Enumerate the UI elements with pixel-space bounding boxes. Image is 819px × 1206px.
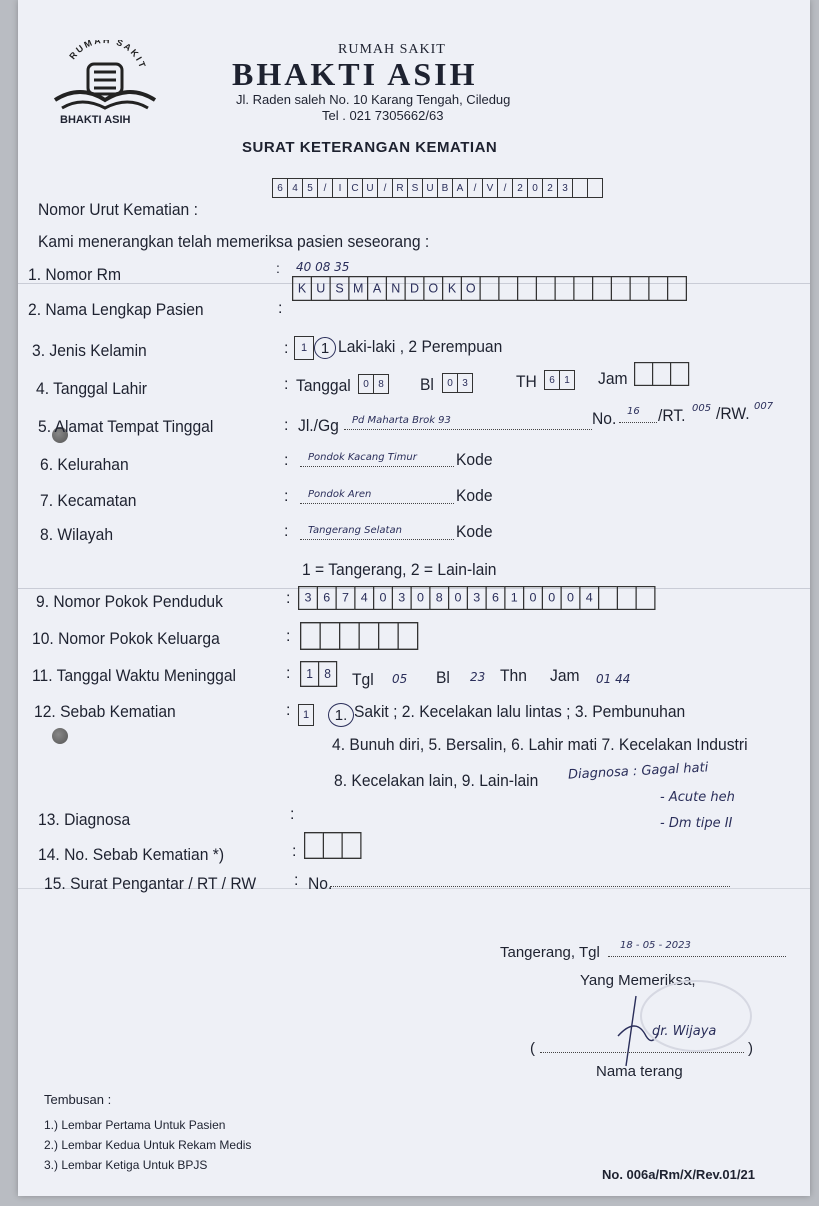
char-cell: B [437,178,452,198]
char-cell: N [386,276,405,301]
circled-option: 1 [314,337,336,359]
char-cell: O [461,276,480,301]
logo-emblem-icon [50,40,160,120]
char-cell: C [347,178,362,198]
char-cell: 4 [579,586,598,610]
tembusan-item: 1.) Lembar Pertama Untuk Pasien [44,1118,226,1132]
char-cell: 4 [287,178,302,198]
char-cell: 5 [302,178,317,198]
rw-label: /RW. [716,404,750,423]
char-cell: 8 [318,661,337,687]
char-cell [498,276,517,301]
nomor-rm-value: 40 08 35 [296,260,350,274]
hospital-pre-title: RUMAH SAKIT [338,42,446,57]
nomor-kk-boxes [300,622,418,650]
char-cell: 0 [373,586,392,610]
char-cell [617,586,636,610]
char-cell: 8 [373,374,389,394]
char-cell: 6 [317,586,336,610]
char-cell: 3 [467,586,486,610]
char-cell [667,276,687,301]
tembusan-title: Tembusan : [44,1092,112,1107]
no-sebab-kematian-boxes [304,832,362,859]
field-13-label: 13. Diagnosa [38,810,131,829]
char-cell: A [452,178,467,198]
char-cell: U [311,276,330,301]
char-cell [648,276,667,301]
char-cell [598,586,617,610]
wilayah-value: Tangerang Selatan [308,525,402,536]
char-cell [636,586,656,610]
field-4-label: 4. Tanggal Lahir [36,379,148,398]
char-cell [592,276,611,301]
field-9-label: 9. Nomor Pokok Penduduk [36,592,223,611]
jam-lahir-boxes [634,362,689,386]
signature-line [540,1038,744,1053]
hospital-phone: Tel . 021 7305662/63 [322,108,444,123]
char-cell: 1 [504,586,523,610]
handwritten-diagnosis-2: - Acute heh [660,790,735,805]
handwritten-diagnosis-1: Diagnosa : Gagal hati [567,760,709,783]
char-cell: 1 [559,370,575,390]
char-cell: S [330,276,349,301]
char-cell: 4 [354,586,373,610]
field-6-label: 6. Kelurahan [40,455,129,474]
bl-label: Bl [436,668,450,687]
rt-value: 005 [692,403,712,414]
char-cell: 0 [448,586,467,610]
kode-label: Kode [456,450,493,469]
field-8-label: 8. Wilayah [40,525,114,544]
sebab-line-3: 8. Kecelakan lain, 9. Lain-lain [334,771,539,790]
char-cell: V [482,178,497,198]
thn-label: Thn [500,666,527,685]
char-cell [555,276,574,301]
no-label: No. [308,874,333,893]
char-cell: / [377,178,392,198]
tahun-meninggal-value: 23 [470,670,486,684]
char-cell: 0 [527,178,542,198]
tgl-label: Tgl [352,670,374,689]
char-cell: U [422,178,437,198]
tahun-lahir-boxes [544,370,575,390]
char-cell: 0 [542,586,561,610]
field-12-label: 12. Sebab Kematian [34,702,176,721]
char-cell [572,178,587,198]
char-cell: 2 [542,178,557,198]
svg-text:RUMAH SAKIT [67,40,148,71]
punch-hole [52,728,68,744]
char-cell: 6 [272,178,287,198]
char-cell: / [317,178,332,198]
nama-pasien-boxes [292,276,687,301]
nomor-urut-label: Nomor Urut Kematian : [38,200,198,219]
char-cell [480,276,499,301]
field-15-label: 15. Surat Pengantar / RT / RW [44,874,257,893]
surat-pengantar-line [330,872,730,887]
char-cell [587,178,603,198]
char-cell: 3 [298,586,317,610]
tanggal-meninggal-boxes [300,661,337,687]
char-cell: 0 [561,586,580,610]
hospital-name: BHAKTI ASIH [232,56,478,92]
wilayah-legend: 1 = Tangerang, 2 = Lain-lain [302,560,497,579]
char-cell: A [367,276,386,301]
rw-value: 007 [754,401,774,412]
signature-place: Tangerang, Tgl [500,944,600,961]
examiner-label: Yang Memeriksa, [580,972,696,989]
no-label: No. [592,409,617,428]
field-1-label: 1. Nomor Rm [28,265,121,284]
char-cell: 0 [358,374,373,394]
field-2-label: 2. Nama Lengkap Pasien [28,300,204,319]
char-cell: 3 [457,373,473,393]
char-cell: D [405,276,424,301]
nik-boxes [298,586,656,610]
char-cell: 2 [512,178,527,198]
char-cell: 0 [523,586,542,610]
char-cell: 6 [486,586,505,610]
char-cell: U [362,178,377,198]
logo-caption: BHAKTI ASIH [60,114,131,126]
field-5-label: 5. Alamat Tempat Tinggal [38,417,214,436]
jam-meninggal-value: 01 44 [596,672,631,686]
char-cell: 7 [336,586,355,610]
tembusan-item: 3.) Lembar Ketiga Untuk BPJS [44,1158,208,1172]
char-cell: S [407,178,422,198]
field-10-label: 10. Nomor Pokok Keluarga [32,629,220,648]
char-cell: 0 [442,373,457,393]
bulan-meninggal-value: 05 [392,672,408,686]
kelurahan-value: Pondok Kacang Timur [308,452,417,463]
handwritten-diagnosis-3: - Dm tipe II [660,816,733,831]
kecamatan-value: Pondok Aren [308,489,372,500]
char-cell: M [348,276,367,301]
kode-label: Kode [456,522,493,541]
jl-label: Jl./Gg [298,416,339,435]
field-11-label: 11. Tanggal Waktu Meninggal [32,666,237,685]
char-cell [536,276,555,301]
char-cell: / [467,178,482,198]
sebab-line-2: 4. Bunuh diri, 5. Bersalin, 6. Lahir mati 7. Kecelakan Industri [332,735,748,754]
signer-name: dr. Wijaya [652,1024,717,1039]
field-7-label: 7. Kecamatan [40,491,137,510]
signature-date: 18 - 05 - 2023 [620,940,691,951]
nomor-urut-boxes [272,178,603,198]
tanggal-label: Tanggal [296,376,351,395]
char-cell: K [292,276,311,301]
field-14-label: 14. No. Sebab Kematian *) [38,845,225,864]
bulan-lahir-boxes [442,373,473,393]
tahun-label: TH [516,372,537,391]
char-cell [611,276,630,301]
char-cell: O [423,276,442,301]
char-cell [517,276,536,301]
circled-option: 1. [328,703,354,727]
tembusan-item: 2.) Lembar Kedua Untuk Rekam Medis [44,1138,252,1152]
char-cell: 3 [557,178,572,198]
jenis-kelamin-options: Laki-laki , 2 Perempuan [338,337,503,356]
rt-label: /RT. [658,406,686,425]
intro-text: Kami menerangkan telah memeriksa pasien seseorang : [38,232,430,251]
char-cell: 3 [392,586,411,610]
bulan-label: Bl [420,375,434,394]
char-cell: R [392,178,407,198]
char-cell: K [442,276,461,301]
no-rumah-value: 16 [627,406,640,417]
char-cell [573,276,592,301]
char-cell: 1 [300,661,318,687]
kode-label: Kode [456,486,493,505]
char-cell: 6 [544,370,559,390]
sebab-line-1: Sakit ; 2. Kecelakan lalu lintas ; 3. Pembunuhan [354,702,686,721]
char-cell: 0 [411,586,430,610]
jenis-kelamin-box: 1 [294,336,314,360]
jam-label: Jam [598,369,628,388]
tanggal-lahir-boxes [358,374,389,394]
jam-label: Jam [550,666,580,685]
name-label: Nama terang [596,1063,683,1080]
hospital-address: Jl. Raden saleh No. 10 Karang Tengah, Ciledug [236,92,511,107]
alamat-value: Pd Maharta Brok 93 [352,415,451,426]
sebab-kematian-box: 1 [298,704,314,726]
form-code: No. 006a/Rm/X/Rev.01/21 [602,1167,755,1182]
document-title: SURAT KETERANGAN KEMATIAN [242,139,498,156]
char-cell: I [332,178,347,198]
field-3-label: 3. Jenis Kelamin [32,341,147,360]
char-cell [630,276,649,301]
char-cell: 8 [429,586,448,610]
hospital-logo [50,40,160,130]
logo-ring-text: RUMAH SAKIT [67,40,149,71]
char-cell: / [497,178,512,198]
